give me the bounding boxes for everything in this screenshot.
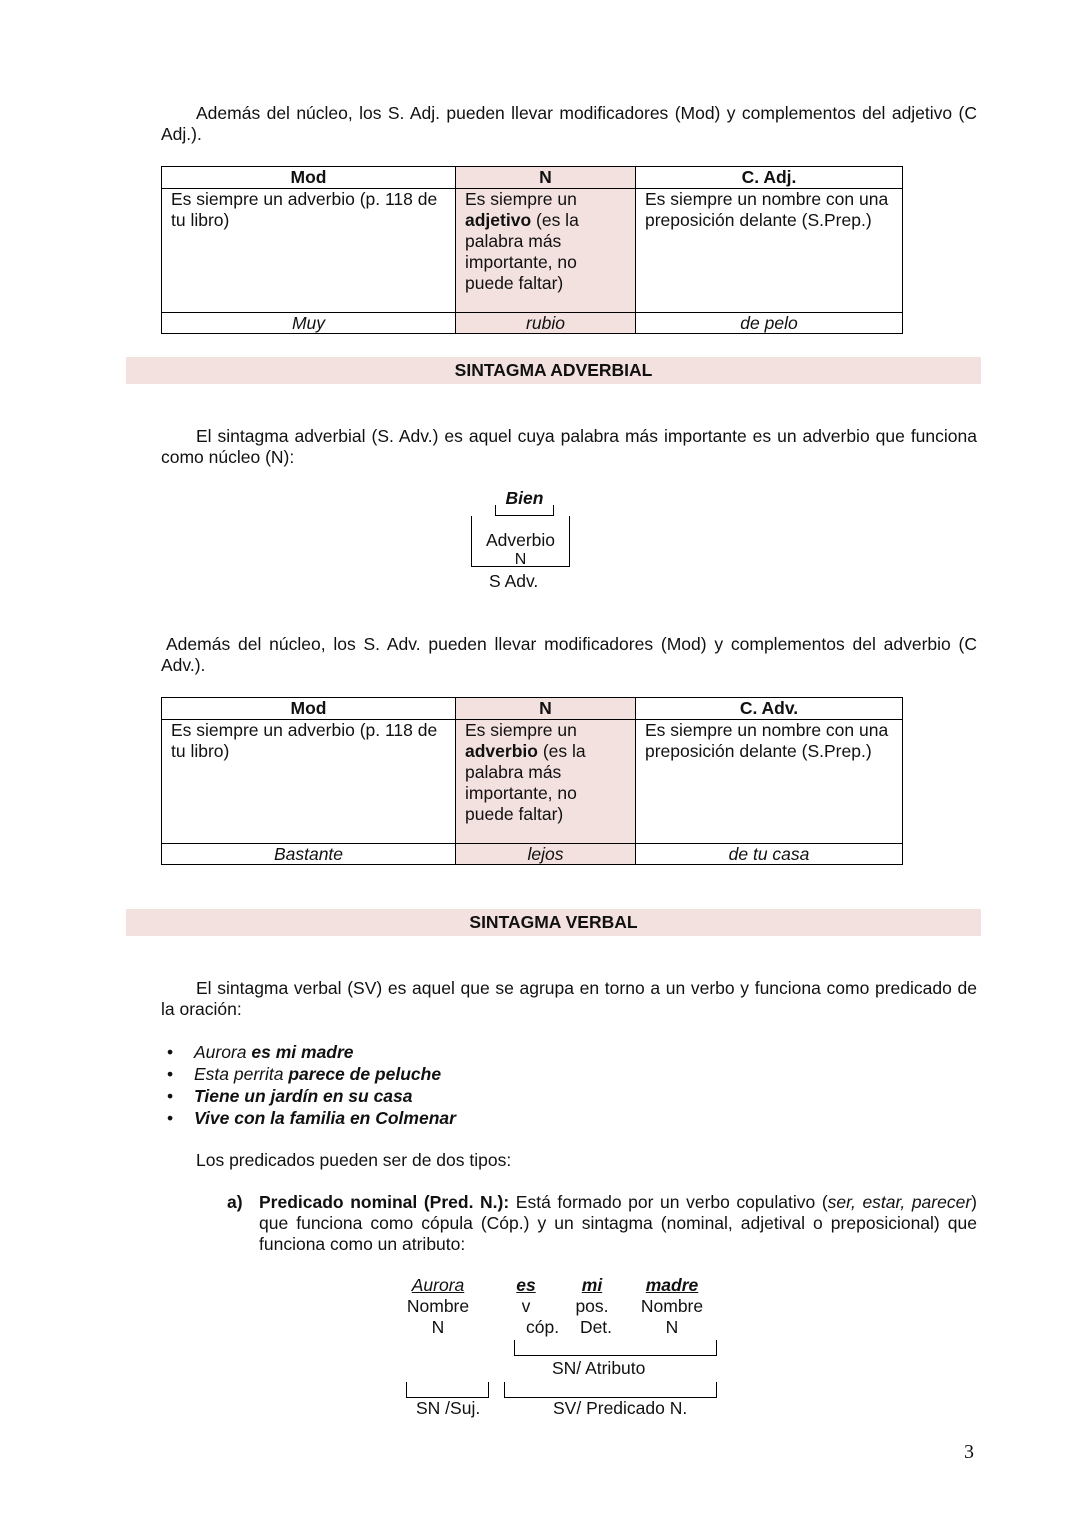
label-sv-predicado: SV/ Predicado N. [553,1398,688,1418]
adj-example-mod: Muy [162,313,456,334]
type-a-definition: Predicado nominal (Pred. N.): Está formado por un verbo copulativo (ser, estar, parecer) que funciona como cópula (Cóp.) y un sintagma (nominal, adjetival o preposicional) que funciona como un atributo: [259,1192,977,1254]
page-number: 3 [964,1441,974,1463]
analysis-category: Nombre [640,1296,704,1316]
bracket-sn-suj [406,1382,489,1398]
adv-header-n: N [456,698,636,720]
adj-cadj-desc: Es siempre un nombre con una preposición delante (S.Prep.) [636,189,903,313]
analysis-column-es [506,1275,560,1338]
list-item: • Esta perrita parece de peluche [165,1063,456,1085]
diagram-function: N [514,551,527,568]
adv-intro: El sintagma adverbial (S. Adv.) es aquel cuya palabra más importante es un adverbio que funciona como núcleo (N): [161,426,977,467]
diagram-bracket-word [495,505,554,516]
label-sn-suj: SN /Suj. [416,1398,481,1418]
diagram-category: Adverbio [485,530,556,550]
list-item: • Vive con la familia en Colmenar [165,1107,456,1129]
adv-n-desc: Es siempre un adverbio (es la palabra más importante, no puede faltar) [456,720,636,844]
adv-example-mod: Bastante [162,844,456,865]
verb-intro: El sintagma verbal (SV) es aquel que se agrupa en torno a un verbo y funciona como predicado de la oración: [161,978,977,1019]
analysis-function: N [431,1317,445,1337]
analysis-function: N [665,1317,679,1337]
analysis-word: madre [645,1275,699,1295]
adj-header-n: N [456,167,636,189]
adv-header-mod: Mod [162,698,456,720]
analysis-function: cóp. [526,1317,560,1337]
section-banner-adverbial: SINTAGMA ADVERBIAL [126,357,981,384]
types-intro: Los predicados pueden ser de dos tipos: [196,1150,512,1170]
analysis-word: es [516,1275,536,1295]
analysis-category: v [521,1296,531,1316]
list-item: • Tiene un jardín en su casa [165,1085,456,1107]
analysis-category: Nombre [406,1296,470,1316]
adj-intro: Además del núcleo, los S. Adj. pueden llevar modificadores (Mod) y complementos del adjetivo (C Adj.). [161,103,977,144]
adv-cadv-desc: Es siempre un nombre con una preposición delante (S.Prep.) [636,720,903,844]
bracket-sn-atributo [514,1340,717,1356]
adv-header-cadv: C. Adv. [636,698,903,720]
adj-table [161,166,903,334]
type-a-marker: a) [227,1192,243,1212]
adv-example-n: lejos [456,844,636,865]
adv-example-cadv: de tu casa [636,844,903,865]
list-item: • Aurora es mi madre [165,1041,456,1063]
diagram-word-bien: Bien [505,488,544,508]
adj-n-desc: Es siempre un adjetivo (es la palabra más importante, no puede faltar) [456,189,636,313]
adj-header-cadj: C. Adj. [636,167,903,189]
section-banner-verbal: SINTAGMA VERBAL [126,909,981,936]
adv-intro2: Además del núcleo, los S. Adv. pueden llevar modificadores (Mod) y complementos del adverbio (C Adv.). [161,634,977,675]
analysis-word: Aurora [411,1275,465,1295]
analysis-word: mi [581,1275,603,1295]
example-list [165,1041,456,1129]
adv-table [161,697,903,865]
analysis-column-madre [636,1275,708,1338]
analysis-column-mi [570,1275,614,1338]
analysis-column-aurora [402,1275,474,1338]
adj-mod-desc: Es siempre un adverbio (p. 118 de tu libro) [162,189,456,313]
adv-mod-desc: Es siempre un adverbio (p. 118 de tu libro) [162,720,456,844]
analysis-function: Det. [579,1317,613,1337]
bracket-sv-predicado [504,1382,717,1398]
diagram-phrase: S Adv. [489,571,539,591]
analysis-category: pos. [575,1296,609,1316]
adj-header-mod: Mod [162,167,456,189]
adj-example-cadj: de pelo [636,313,903,334]
adj-example-n: rubio [456,313,636,334]
label-sn-atributo: SN/ Atributo [552,1358,646,1378]
